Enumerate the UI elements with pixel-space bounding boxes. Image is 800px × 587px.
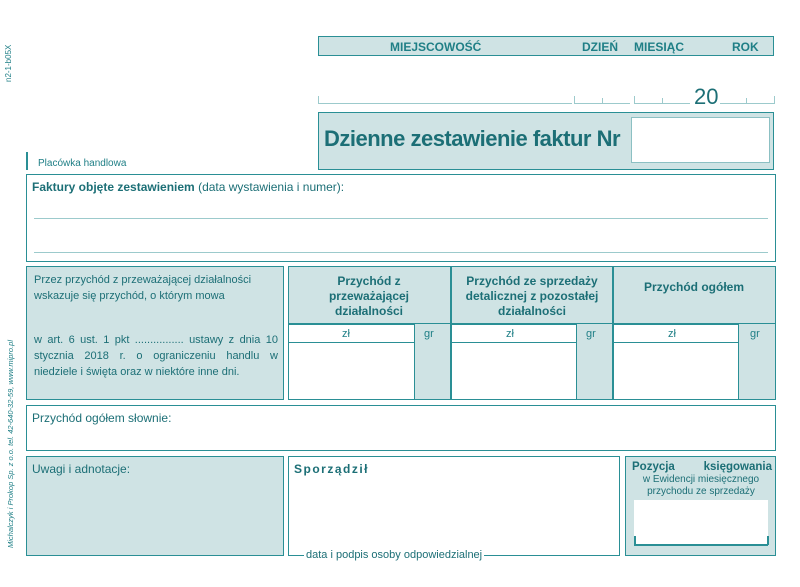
zl-cell-1[interactable] xyxy=(290,344,414,399)
faktury-label-rest: (data wystawienia i numer): xyxy=(194,180,345,194)
zl-cell-2[interactable] xyxy=(452,344,576,399)
uwagi-label: Uwagi i adnotacje: xyxy=(32,462,131,476)
faktura-nr-field[interactable] xyxy=(631,117,770,163)
header-miejscowosc: MIEJSCOWOŚĆ xyxy=(390,40,482,54)
col-header-detalicznej: Przychód ze sprzedaży detalicznej z pozostałej działalności xyxy=(465,274,599,318)
zl-label-2: zł xyxy=(506,328,514,340)
pozycja-field[interactable] xyxy=(634,500,768,544)
gr-label-1: gr xyxy=(424,328,434,340)
rok-line[interactable] xyxy=(720,103,774,104)
zl-label-1: zł xyxy=(342,328,350,340)
zl-cell-3[interactable] xyxy=(614,344,738,399)
placowka-label: Placówka handlowa xyxy=(38,158,127,169)
faktury-label xyxy=(32,180,344,194)
pozycja-title: Pozycja księgowania xyxy=(632,461,772,473)
year-prefix: 20 xyxy=(694,84,719,109)
form-code: n2-1-b05X xyxy=(4,44,13,82)
przychod-note-para1: Przez przychód z przeważającej działalności wskazuje się przychód, o którym mowa xyxy=(34,274,252,302)
header-bar xyxy=(318,36,774,56)
faktury-line-2[interactable] xyxy=(34,252,768,253)
header-rok: ROK xyxy=(732,40,759,54)
col-header-ogolem: Przychód ogółem xyxy=(644,280,745,294)
header-dzien: DZIEŃ xyxy=(582,40,618,54)
przychod-note-para2: w art. 6 ust. 1 pkt ................ ustawy z dnia 10 stycznia 2018 r. o ograniczeniu handlu w niedziele i święta oraz w niektóre inne dni. xyxy=(34,334,278,378)
miejscowosc-line[interactable] xyxy=(318,103,572,104)
side-imprint: Michalczyk i Prokop Sp. z o.o. tel. 42-640-32-59, www.mipro.pl xyxy=(6,339,15,548)
gr-label-2: gr xyxy=(586,328,596,340)
faktury-label-bold: Faktury objęte zestawieniem xyxy=(32,180,195,194)
col-header-przewazajacej: Przychód z przeważającej działalności xyxy=(328,274,410,318)
zl-label-3: zł xyxy=(668,328,676,340)
sporzadzil-label: Sporządził xyxy=(294,462,370,476)
podpis-label: data i podpis osoby odpowiedzialnej xyxy=(306,549,483,561)
gr-label-3: gr xyxy=(750,328,760,340)
page-title: Dzienne zestawienie faktur Nr xyxy=(324,126,621,151)
faktury-line-1[interactable] xyxy=(34,218,768,219)
header-miesiac: MIESIĄC xyxy=(634,40,685,54)
slownie-label: Przychód ogółem słownie: xyxy=(32,411,172,425)
pozycja-sub: w Ewidencji miesięcznego przychodu ze sprzedaży xyxy=(642,474,760,497)
